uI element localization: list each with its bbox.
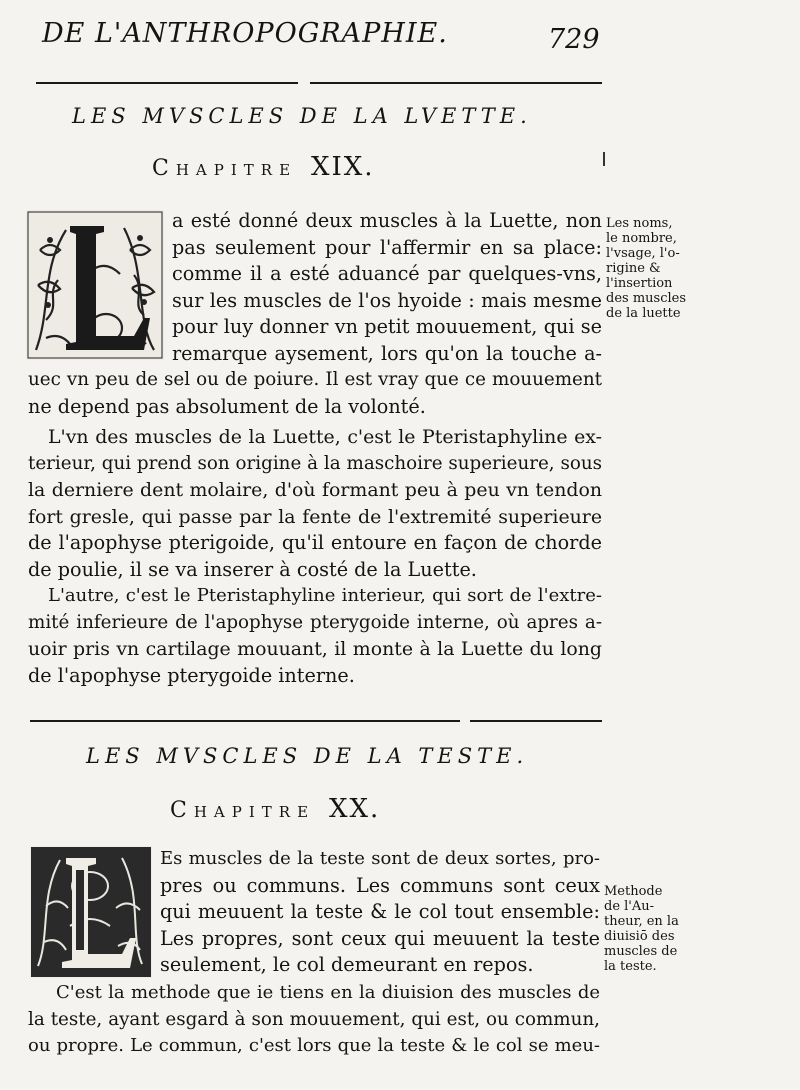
margin-note-line: le nombre, (606, 231, 677, 246)
text-line: mité inferieure de l'apophyse pterygoide interne, où apres a- (28, 611, 602, 633)
text-line: remarque aysement, lors qu'on la touche a- (172, 341, 602, 365)
text-line: Es muscles de la teste sont de deux sortes, pro- (160, 848, 600, 869)
margin-note-luette (606, 216, 686, 321)
chapter-heading-xx (170, 794, 380, 824)
text-line: terieur, qui prend son origine à la maschoire superieure, sous (28, 452, 602, 474)
text-line: pres ou communs. Les communs sont ceux (160, 873, 600, 897)
margin-note-line: l'insertion (606, 276, 673, 291)
chapter20-paragraph-1 (160, 846, 600, 979)
margin-note-line: l'vsage, l'o- (606, 246, 680, 261)
text-line: de l'apophyse pterygoide interne. (28, 663, 355, 687)
margin-note-line: des muscles (606, 291, 686, 306)
margin-note-teste (604, 884, 679, 974)
margin-note-line: muscles de (604, 944, 678, 959)
page-number: 729 (548, 24, 600, 55)
text-line: ne depend pas absolument de la volonté. (28, 394, 426, 418)
text-line: L'vn des muscles de la Luette, c'est le Pteristaphyline ex- (48, 426, 602, 448)
margin-note-line: Methode (604, 884, 663, 899)
text-line: C'est la methode que ie tiens en la diuision des muscles de (56, 982, 600, 1003)
chapter19-paragraph-1-cont (28, 367, 602, 420)
section-title-luette: LES MVSCLES DE LA LVETTE. (72, 104, 532, 128)
text-line: ou propre. Le commun, c'est lors que la teste & le col se meu- (28, 1035, 600, 1056)
margin-note-line: theur, en la (604, 914, 679, 929)
chapter19-paragraph-3 (28, 583, 602, 689)
chapter19-paragraph-2 (28, 424, 602, 583)
top-rule-left (36, 82, 298, 84)
chapter20-paragraph-2 (28, 980, 600, 1060)
running-header (42, 18, 602, 49)
chapter-label: Chapitre (152, 156, 298, 181)
text-line: uoir pris vn cartilage mouuant, il monte à la Luette du long (28, 638, 602, 660)
margin-note-line: de l'Au- (604, 899, 655, 914)
text-line: uec vn peu de sel ou de poiure. Il est vray que ce mouuement (28, 369, 602, 390)
text-line: comme il a esté aduancé par quelques-vns, (172, 262, 602, 285)
running-title: DE L'ANTHROPOGRAPHIE. (42, 18, 448, 49)
margin-note-line: diuisiō des (604, 929, 675, 944)
text-line: a esté donné deux muscles à la Luette, non (172, 209, 602, 232)
text-line: fort gresle, qui passe par la fente de l'extremité superieure (28, 505, 602, 528)
text-line: pas seulement pour l'affermir en sa place: (172, 235, 602, 259)
chapter-label: Chapitre (170, 798, 316, 823)
margin-note-line: de la luette (606, 306, 681, 321)
text-line: seulement, le col demeurant en repos. (160, 953, 534, 976)
top-rule-right (310, 82, 602, 84)
margin-mark (603, 152, 605, 166)
chapter-number: XX. (329, 794, 381, 824)
text-line: la teste, ayant esgard à son mouuement, qui est, ou commun, (28, 1008, 600, 1030)
section-title-teste: LES MVSCLES DE LA TESTE. (86, 744, 529, 768)
margin-note-line: rigine & (606, 261, 661, 276)
text-line: pour luy donner vn petit mouuement, qui se (172, 315, 602, 338)
chapter-number: XIX. (311, 152, 375, 182)
text-line: L'autre, c'est le Pteristaphyline interieur, qui sort de l'extre- (48, 585, 602, 606)
text-line: de l'apophyse pterigoide, qu'il entoure en façon de chorde (28, 531, 602, 554)
dropcap-ornament (30, 846, 152, 978)
ornamental-dropcap-l (26, 210, 164, 360)
margin-note-line: Les noms, (606, 216, 673, 231)
ornamental-dropcap-l-2 (30, 846, 152, 978)
chapter-heading-xix (152, 152, 375, 182)
text-line: de poulie, il se va inserer à costé de la Luette. (28, 557, 477, 581)
text-line: Les propres, sont ceux qui meuuent la teste (160, 926, 600, 950)
chapter19-paragraph-1 (172, 208, 602, 367)
margin-note-line: la teste. (604, 959, 657, 974)
text-line: sur les muscles de l'os hyoide : mais mesme (172, 288, 602, 312)
mid-rule-left (30, 720, 460, 722)
dropcap-ornament (26, 210, 164, 360)
text-line: la derniere dent molaire, d'où formant peu à peu vn tendon (28, 479, 602, 501)
text-line: qui meuuent la teste & le col tout ensemble: (160, 900, 600, 923)
mid-rule-right (470, 720, 602, 722)
